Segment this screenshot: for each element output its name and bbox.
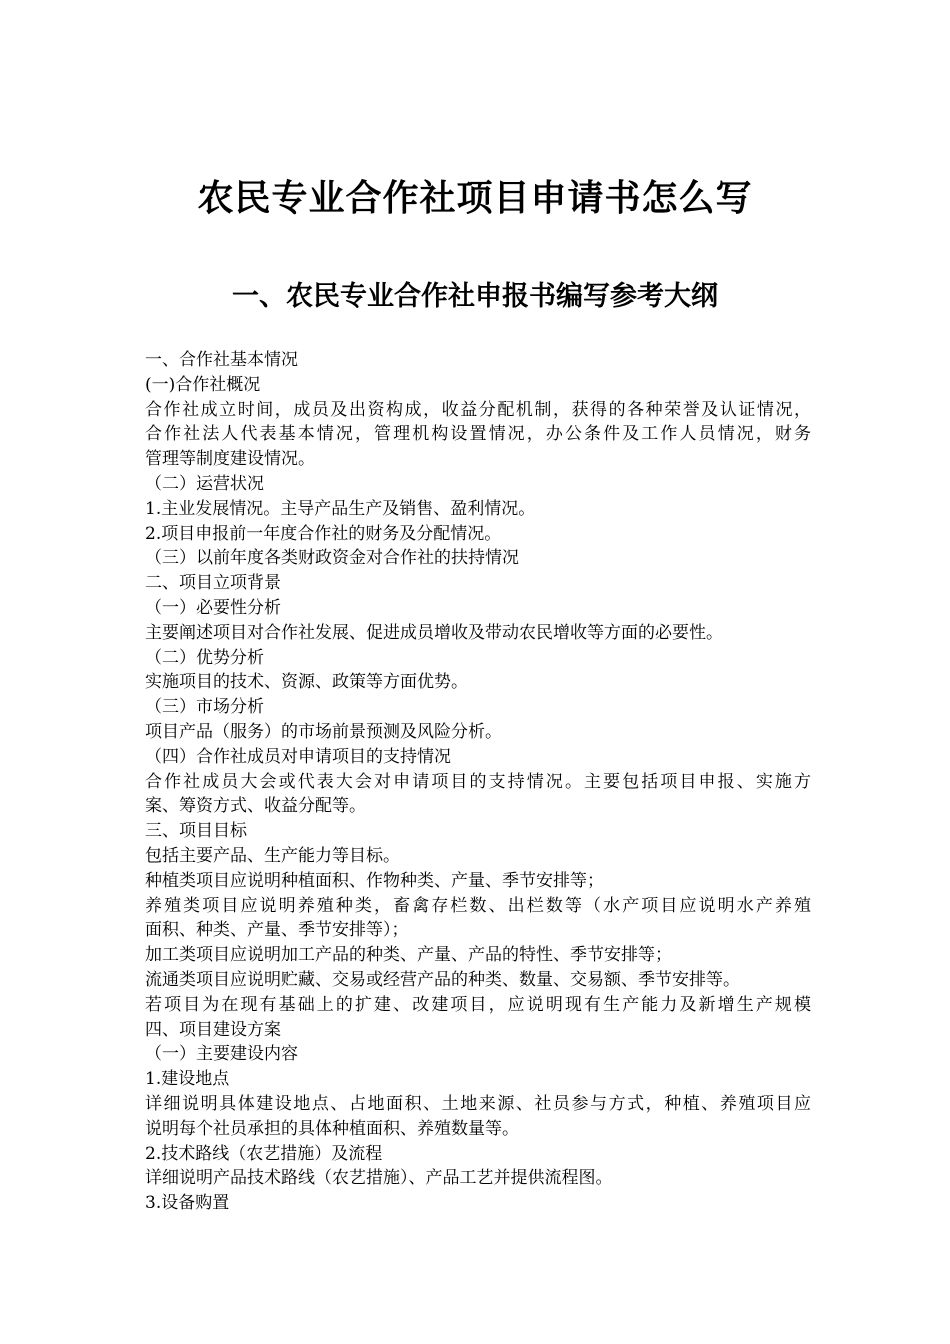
body-line: （一）主要建设内容 xyxy=(145,1044,298,1065)
document-title: 农民专业合作社项目申请书怎么写 xyxy=(197,178,753,219)
body-line: 项目产品（服务）的市场前景预测及风险分析。 xyxy=(145,721,502,742)
body-line: 种植类项目应说明种植面积、作物种类、产量、季节安排等； xyxy=(145,870,604,891)
body-line: （三）市场分析 xyxy=(145,697,264,718)
body-line: 四、项目建设方案 xyxy=(145,1019,281,1040)
body-line: 实施项目的技术、资源、政策等方面优势。 xyxy=(145,672,468,693)
body-line: 包括主要产品、生产能力等目标。 xyxy=(145,845,400,866)
body-line: 管理等制度建设情况。 xyxy=(145,449,315,470)
body-line: 1.建设地点 xyxy=(145,1069,230,1090)
body-line: 一、合作社基本情况 xyxy=(145,350,298,370)
body-line: 养殖类项目应说明养殖种类，畜禽存栏数、出栏数等（水产项目应说明水产养殖 xyxy=(145,895,811,916)
body-line: 合作社成立时间，成员及出资构成，收益分配机制，获得的各种荣誉及认证情况， xyxy=(145,399,811,420)
body-line: （二）运营状况 xyxy=(145,473,264,494)
body-line: （三）以前年度各类财政资金对合作社的扶持情况 xyxy=(145,548,519,569)
body-line: （四）合作社成员对申请项目的支持情况 xyxy=(145,746,451,767)
body-line: 合作社成员大会或代表大会对申请项目的支持情况。主要包括项目申报、实施方 xyxy=(145,771,811,792)
body-line: 2.项目申报前一年度合作社的财务及分配情况。 xyxy=(145,523,502,544)
body-line: 流通类项目应说明贮藏、交易或经营产品的种类、数量、交易额、季节安排等。 xyxy=(145,969,740,990)
body-line: 详细说明具体建设地点、占地面积、土地来源、社员参与方式，种植、养殖项目应 xyxy=(145,1093,811,1114)
body-line: 主要阐述项目对合作社发展、促进成员增收及带动农民增收等方面的必要性。 xyxy=(145,622,723,643)
body-line: （一）必要性分析 xyxy=(145,597,281,618)
body-line: 案、筹资方式、收益分配等。 xyxy=(145,796,366,817)
body-line: 合作社法人代表基本情况，管理机构设置情况，办公条件及工作人员情况，财务 xyxy=(145,424,811,445)
body-line: 面积、种类、产量、季节安排等）； xyxy=(145,920,409,941)
document-body xyxy=(145,348,811,1216)
section-title: 一、农民专业合作社申报书编写参考大纲 xyxy=(232,281,718,312)
body-line: （二）优势分析 xyxy=(145,647,264,668)
body-line: (一)合作社概况 xyxy=(145,374,261,395)
body-line: 详细说明产品技术路线（农艺措施）、产品工艺并提供流程图。 xyxy=(145,1168,613,1189)
body-line: 三、项目目标 xyxy=(145,821,247,842)
body-line: 说明每个社员承担的具体种植面积、养殖数量等。 xyxy=(145,1118,519,1139)
body-line: 二、项目立项背景 xyxy=(145,573,281,594)
body-line: 若项目为在现有基础上的扩建、改建项目，应说明现有生产能力及新增生产规模 xyxy=(145,994,811,1015)
body-line: 1.主业发展情况。主导产品生产及销售、盈利情况。 xyxy=(145,498,536,519)
body-line: 加工类项目应说明加工产品的种类、产量、产品的特性、季节安排等； xyxy=(145,945,672,966)
body-line: 2.技术路线（农艺措施）及流程 xyxy=(145,1143,383,1164)
body-line: 3.设备购置 xyxy=(145,1193,230,1214)
